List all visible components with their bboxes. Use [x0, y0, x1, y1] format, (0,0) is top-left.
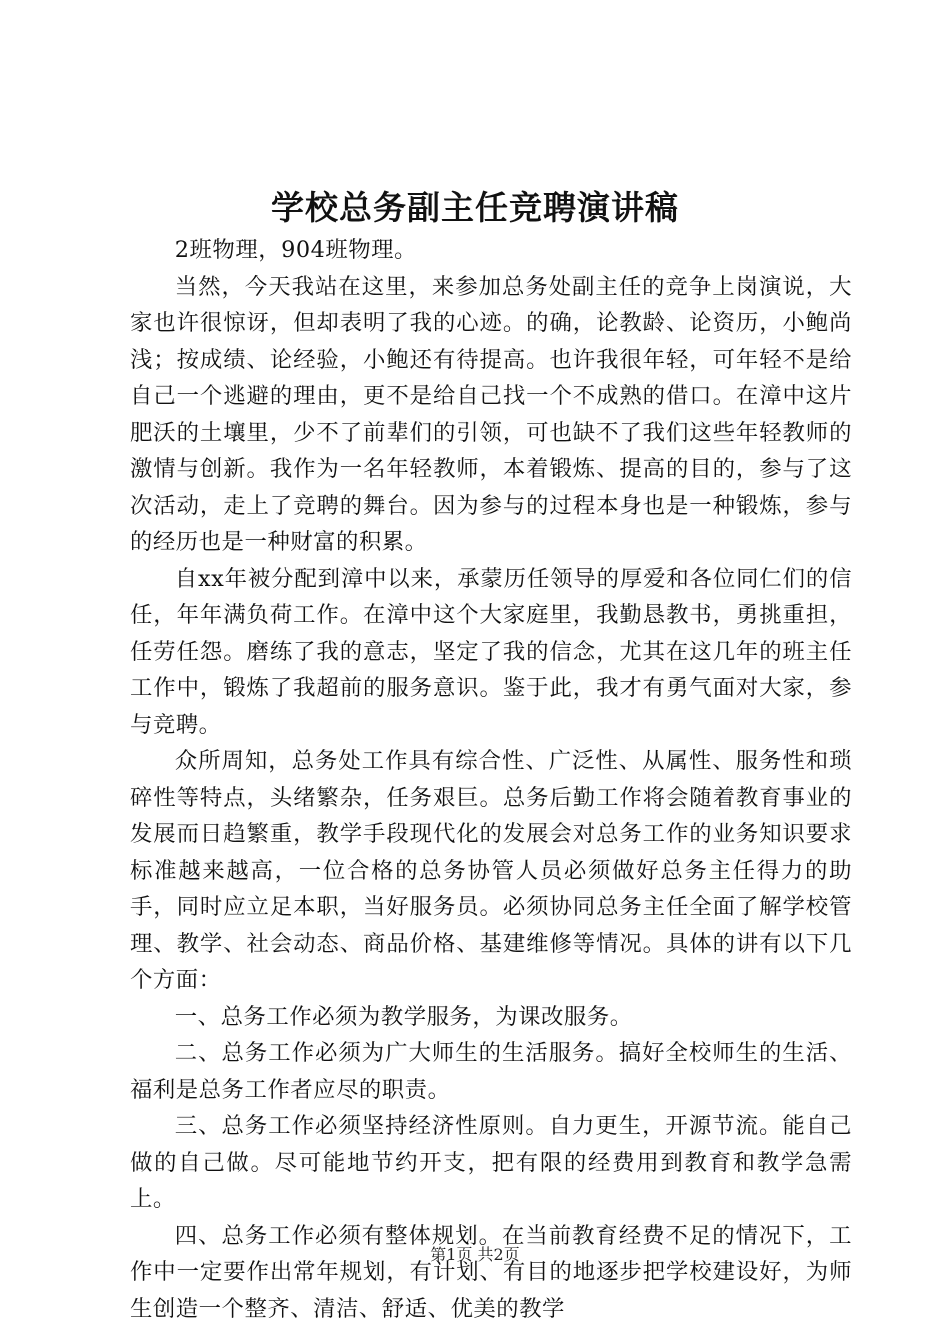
document-title: 学校总务副主任竞聘演讲稿	[271, 188, 679, 227]
paragraph: 2班物理，904班物理。	[174, 237, 417, 263]
paragraph: 众所周知，总务处工作具有综合性、广泛性、从属性、服务性和琐碎性等特点，头绪繁杂，任务艰巨。总务后勤工作将会随着教育事业的发展而日趋繁重，教学手段现代化的发展会对总务工作的业务知识要求标准越来越高，一位合格的总务协管人员必须做好总务主任得力的助手，同时应立足本职，当好服务员。必须协同总务主任全面了解学校管理、教学、社会动态、商品价格、基建维修等情况。具体的讲有以下几个方面：	[130, 748, 852, 993]
list-item: 四、总务工作必须有整体规划。在当前教育经费不足的情况下，工作中一定要作出常年规划，有计划、有目的地逐步把学校建设好，为师生创造一个整齐、清洁、舒适、优美的教学	[130, 1222, 852, 1322]
page-footer: 第1页 共2页	[430, 1245, 520, 1264]
document-body	[130, 232, 852, 1327]
list-item: 一、总务工作必须为教学服务，为课改服务。	[174, 1003, 633, 1030]
paragraph: 当然，今天我站在这里，来参加总务处副主任的竞争上岗演说，大家也许很惊讶，但却表明了我的心迹。的确，论教龄、论资历，小鲍尚浅；按成绩、论经验，小鲍还有待提高。也许我很年轻，可年轻不是给自己一个逃避的理由，更不是给自己找一个不成熟的借口。在漳中这片肥沃的土壤里，少不了前辈们的引领，可也缺不了我们这些年轻教师的激情与创新。我作为一名年轻教师，本着锻炼、提高的目的，参与了这次活动，走上了竞聘的舞台。因为参与的过程本身也是一种锻炼，参与的经历也是一种财富的积累。	[130, 273, 852, 555]
list-item: 三、总务工作必须坚持经济性原则。自力更生，开源节流。能自己做的自己做。尽可能地节约开支，把有限的经费用到教育和教学急需上。	[130, 1113, 852, 1212]
paragraph: 自xx年被分配到漳中以来，承蒙历任领导的厚爱和各位同仁们的信任，年年满负荷工作。在漳中这个大家庭里，我勤恳教书，勇挑重担，任劳任怨。磨练了我的意志，坚定了我的信念，尤其在这几年的班主任工作中，锻炼了我超前的服务意识。鉴于此，我才有勇气面对大家，参与竞聘。	[130, 565, 852, 738]
list-item: 二、总务工作必须为广大师生的生活服务。搞好全校师生的生活、福利是总务工作者应尽的职责。	[130, 1040, 852, 1103]
